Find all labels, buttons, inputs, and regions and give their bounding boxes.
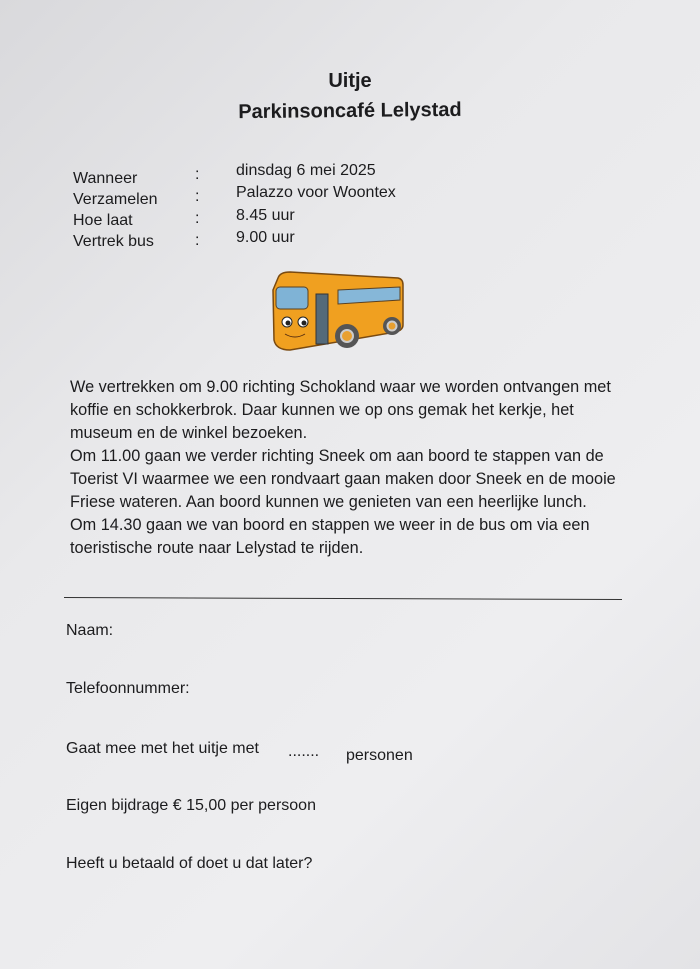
detail-label: Wanneer: [73, 170, 138, 187]
detail-value: Palazzo voor Woontex: [236, 184, 396, 201]
name-field-label: Naam:: [66, 622, 114, 639]
paragraph: Om 14.30 gaan we van boord en stappen we weer in de bus om via een toeristische route naar Lelystad te rijden.: [70, 516, 590, 557]
phone-field-label: Telefoonnummer:: [66, 680, 190, 697]
contribution-text: Eigen bijdrage € 15,00 per persoon: [66, 797, 316, 814]
detail-separator: :: [195, 166, 200, 183]
divider: [64, 597, 622, 600]
detail-separator: :: [195, 232, 200, 249]
detail-separator: :: [195, 188, 200, 205]
document-subtitle: Parkinsoncafé Lelystad: [238, 98, 462, 124]
detail-separator: :: [195, 210, 200, 227]
persons-label: personen: [346, 747, 413, 764]
paragraph: Om 11.00 gaan we verder richting Sneek om aan boord te stappen van de Toerist VI waarmee we een rondvaart gaan maken door Sneek en de mooie Friese wateren. Aan boord kunnen we genieten van een heerlijke lunch.: [70, 447, 616, 511]
trip-description: [70, 376, 640, 560]
persons-count-field[interactable]: .......: [288, 743, 320, 760]
detail-label: Verzamelen: [73, 191, 158, 208]
document-title: Uitje: [328, 70, 372, 92]
detail-value: dinsdag 6 mei 2025: [236, 162, 376, 179]
detail-label: Hoe laat: [73, 212, 133, 229]
join-label: Gaat mee met het uitje met: [66, 740, 259, 757]
payment-question: Heeft u betaald of doet u dat later?: [66, 855, 313, 872]
detail-label: Vertrek bus: [73, 233, 154, 250]
detail-value: 9.00 uur: [236, 229, 295, 246]
bus-icon: [270, 270, 405, 355]
paragraph: We vertrekken om 9.00 richting Schokland waar we worden ontvangen met koffie en schokkerbrok. Daar kunnen we op ons gemak het kerkje, het museum en de winkel bezoeken.: [70, 378, 611, 442]
detail-value: 8.45 uur: [236, 207, 295, 224]
